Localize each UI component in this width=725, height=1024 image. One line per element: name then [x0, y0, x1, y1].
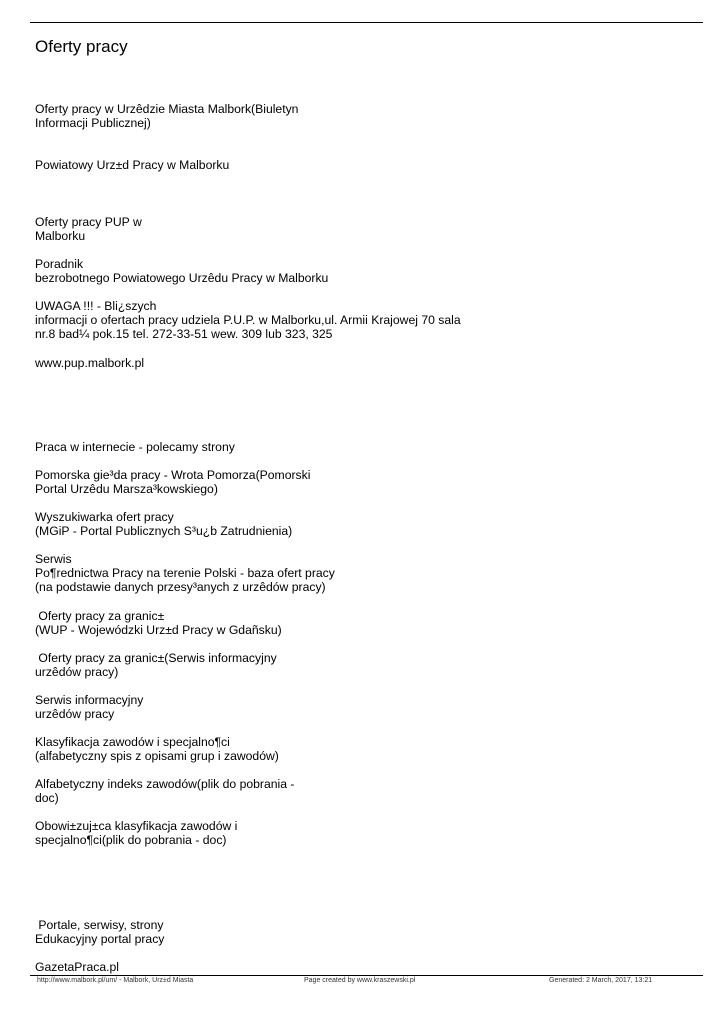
link-wyszukiwarka-line-2[interactable]: (MGiP - Portal Publicznych S³u¿b Zatrudnienia) [35, 524, 293, 538]
footer-credit: Page created by www.kraszewski.pl [304, 977, 416, 984]
pup-heading: Powiatowy Urz±d Pracy w Malborku [35, 158, 230, 172]
link-pomorska-line-2[interactable]: Portal Urzêdu Marsza³kowskiego) [35, 482, 218, 496]
link-klasyfikacja-line-2[interactable]: (alfabetyczny spis z opisami grup i zawodów) [35, 749, 279, 763]
internet-heading: Praca w internecie - polecamy strony [35, 440, 235, 454]
link-poradnik-line-2[interactable]: bezrobotnego Powiatowego Urzêdu Pracy w Malborku [35, 271, 329, 285]
top-rule [30, 22, 703, 23]
uwaga-line-1: UWAGA !!! - Bli¿szych [35, 299, 157, 313]
footer-url: http://www.malbork.pl/um/ - Malbork, Urz±d Miasta [37, 977, 194, 984]
link-wyszukiwarka-line-1[interactable]: Wyszukiwarka ofert pracy [35, 510, 174, 524]
link-obowiazujaca-line-2[interactable]: specjalno¶ci(plik do pobrania - doc) [35, 833, 227, 847]
link-indeks-line-1[interactable]: Alfabetyczny indeks zawodów(plik do pobrania - [35, 777, 295, 791]
link-urzad-miasta-line-1[interactable]: Oferty pracy w Urzêdzie Miasta Malbork(Biuletyn [35, 102, 299, 116]
link-granica-wup-line-1[interactable]: Oferty pracy za granic± [35, 609, 165, 623]
link-serwis-info-line-1[interactable]: Serwis informacyjny [35, 693, 144, 707]
link-urzad-miasta-line-2[interactable]: Informacji Publicznej) [35, 116, 151, 130]
link-pup-oferty-line-2[interactable]: Malborku [35, 229, 86, 243]
link-klasyfikacja-line-1[interactable]: Klasyfikacja zawodów i specjalno¶ci [35, 735, 230, 749]
link-granica-serwis-line-2[interactable]: urzêdów pracy) [35, 665, 119, 679]
uwaga-line-2: informacji o ofertach pracy udziela P.U.P. w Malborku,ul. Armii Krajowej 70 sala [35, 313, 461, 327]
link-serwis-line-2[interactable]: Po¶rednictwa Pracy na terenie Polski - baza ofert pracy [35, 566, 335, 580]
link-pup-oferty-line-1[interactable]: Oferty pracy PUP w [35, 215, 142, 229]
link-poradnik-line-1[interactable]: Poradnik [35, 257, 84, 271]
uwaga-line-3: nr.8 bad¼ pok.15 tel. 272-33-51 wew. 309 lub 323, 325 [35, 327, 333, 341]
footer-rule [30, 975, 703, 976]
link-edukacyjny-portal[interactable]: Edukacyjny portal pracy [35, 932, 165, 946]
link-granica-serwis-line-1[interactable]: Oferty pracy za granic±(Serwis informacyjny [35, 651, 277, 665]
link-serwis-line-1[interactable]: Serwis [35, 552, 72, 566]
portale-heading: Portale, serwisy, strony [35, 918, 164, 932]
link-indeks-line-2[interactable]: doc) [35, 791, 59, 805]
link-pup-www[interactable]: www.pup.malbork.pl [35, 356, 145, 370]
page-title: Oferty pracy [35, 37, 128, 56]
link-pomorska-line-1[interactable]: Pomorska gie³da pracy - Wrota Pomorza(Pomorski [35, 468, 311, 482]
footer-generated: Generated: 2 March, 2017, 13:21 [549, 977, 653, 984]
link-serwis-info-line-2[interactable]: urzêdów pracy [35, 707, 115, 721]
link-serwis-line-3[interactable]: (na podstawie danych przesy³anych z urzêdów pracy) [35, 580, 326, 594]
link-gazetapraca[interactable]: GazetaPraca.pl [35, 960, 120, 974]
link-obowiazujaca-line-1[interactable]: Obowi±zuj±ca klasyfikacja zawodów i [35, 819, 238, 833]
link-granica-wup-line-2[interactable]: (WUP - Wojewódzki Urz±d Pracy w Gdañsku) [35, 623, 282, 637]
